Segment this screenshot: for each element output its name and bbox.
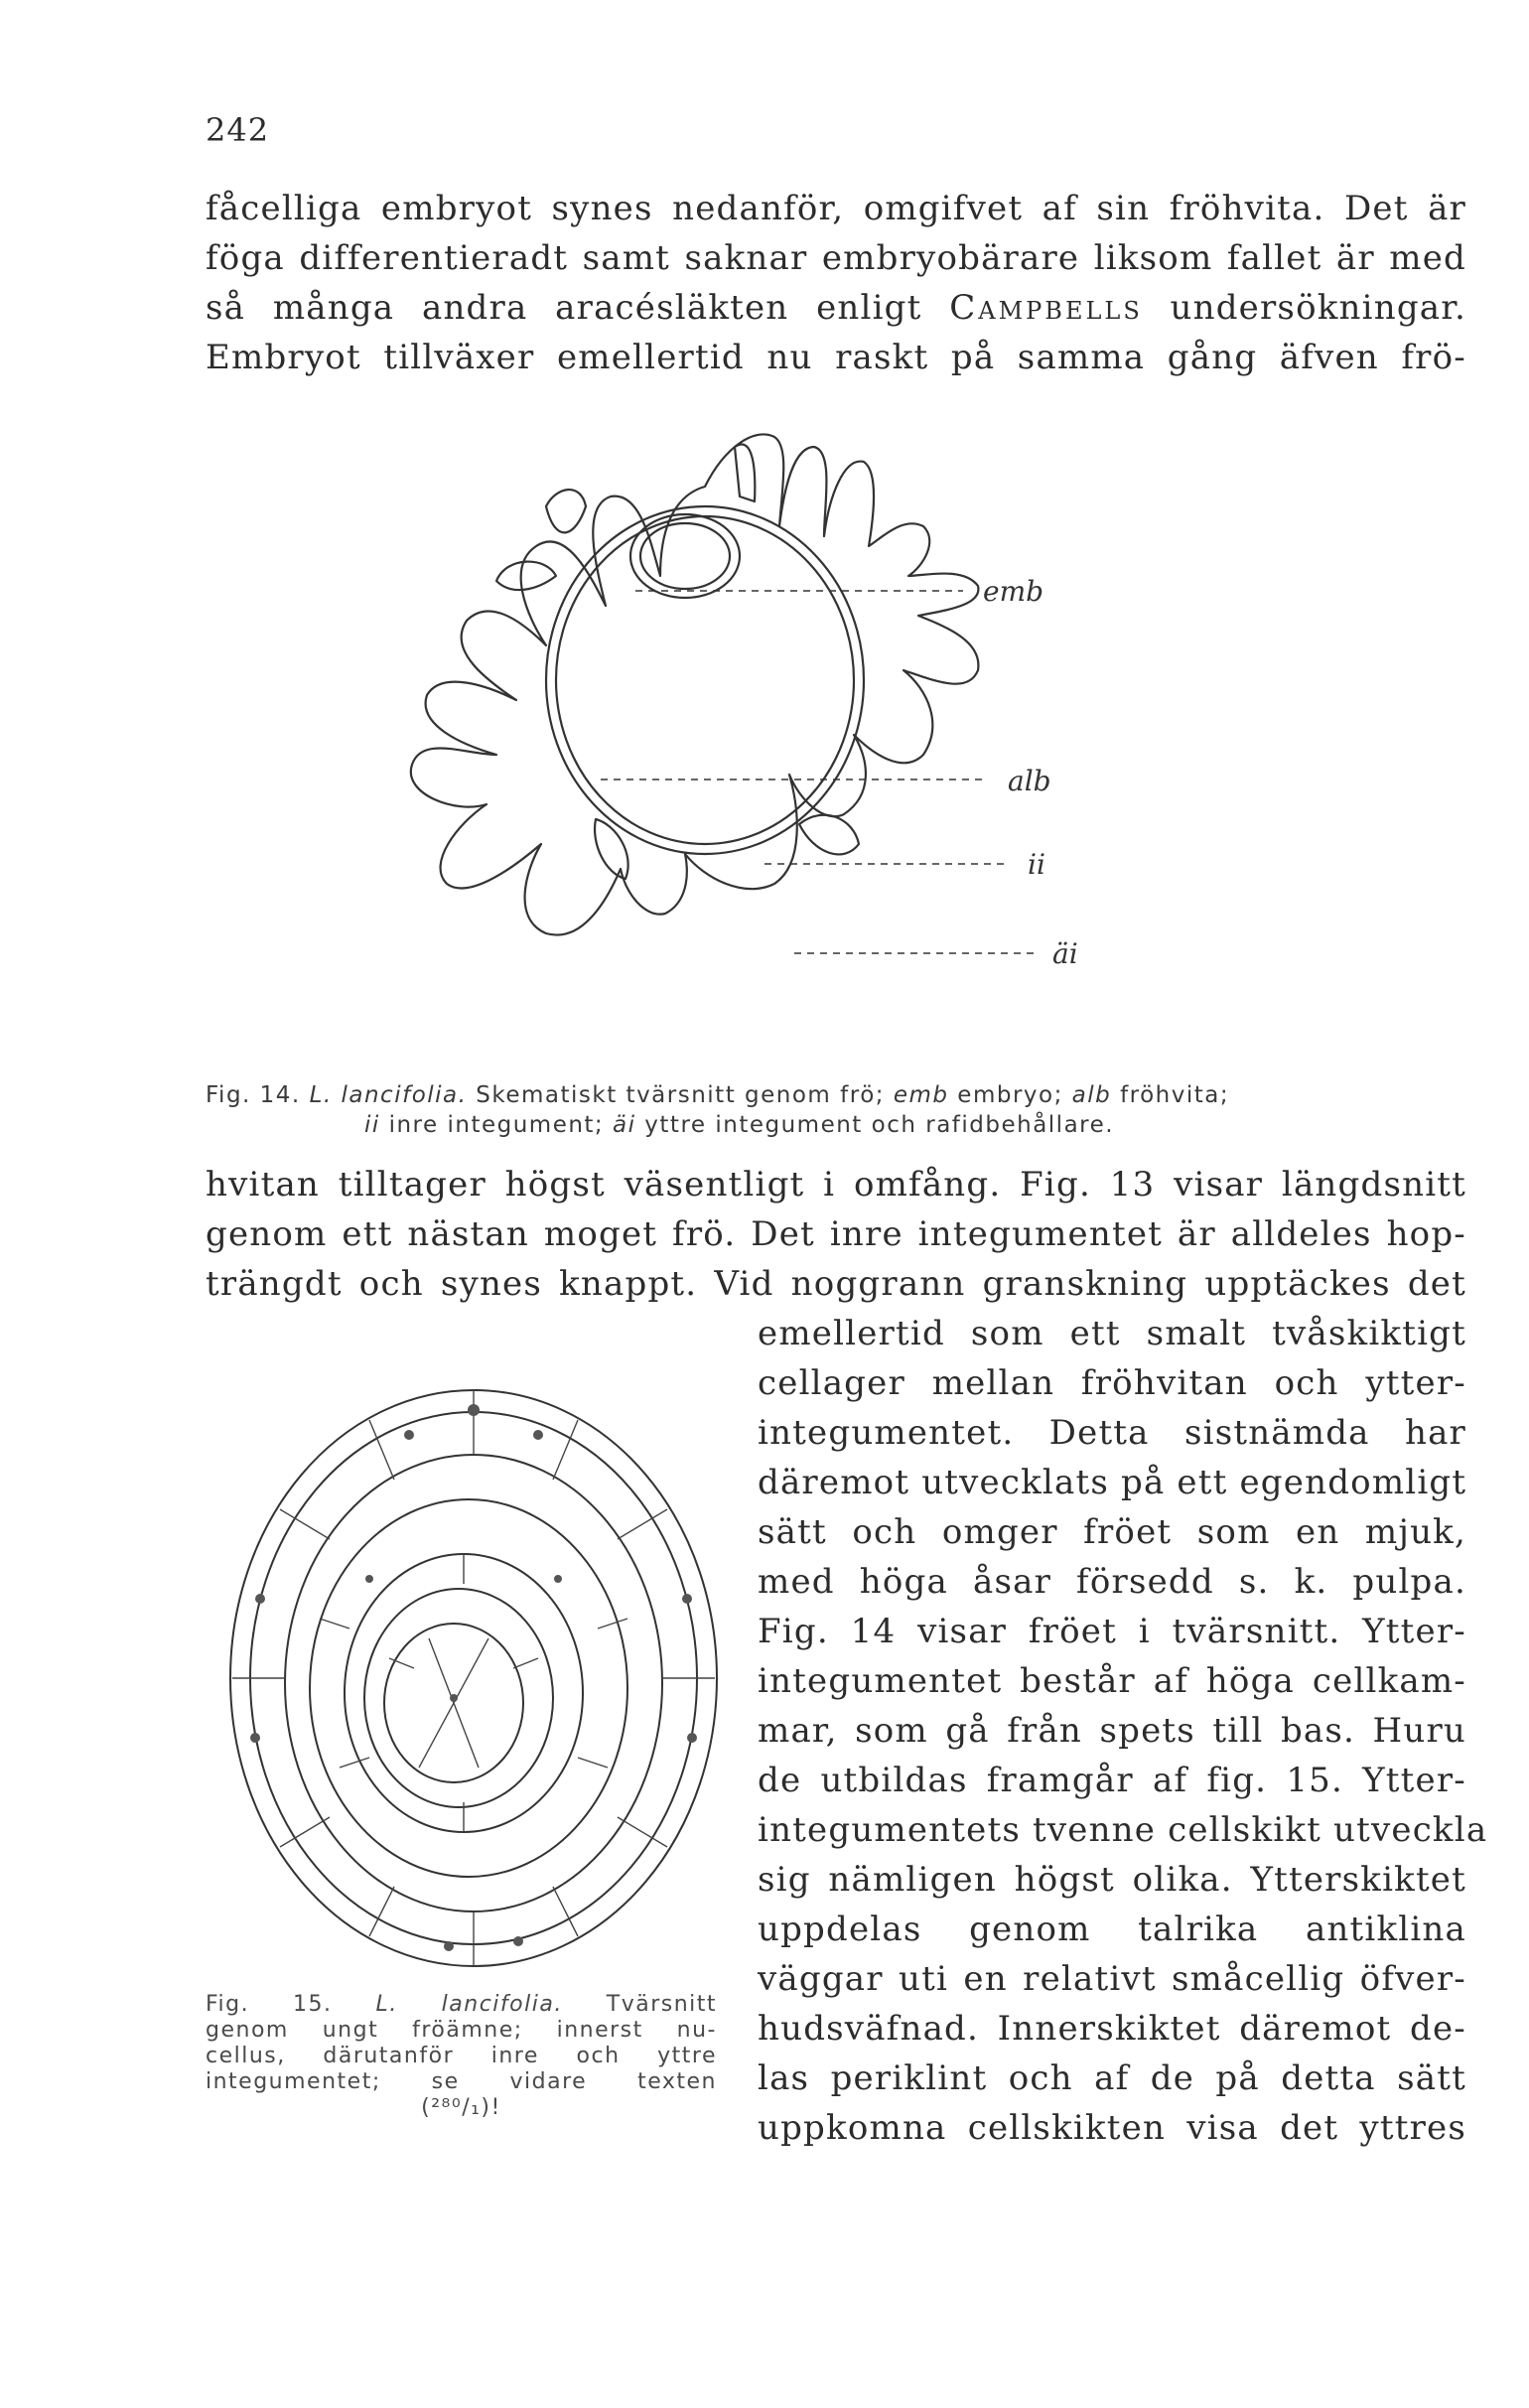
caption-line: integumentet; se vidare texten — [206, 2069, 717, 2094]
abbr: emb — [893, 1082, 949, 1108]
text-line: fåcelliga embryot synes nedanför, omgifvet af sin fröhvita. Det är — [206, 189, 1466, 228]
text-line: mar, som gå från spets till bas. Huru — [758, 1711, 1466, 1751]
text-line — [206, 283, 1466, 333]
paragraph-middle — [206, 1160, 1466, 1309]
text-line: de utbildas framgår af fig. 15. Ytter- — [758, 1761, 1466, 1800]
text-line: väggar uti en relativt småcellig öfver- — [758, 1959, 1466, 1999]
paragraph-top — [206, 184, 1466, 382]
figure-number: Fig. 15. — [206, 1992, 333, 2017]
abbr: äi — [613, 1112, 636, 1138]
caption-line — [206, 1110, 1466, 1140]
label-ii: ii — [1028, 848, 1045, 881]
text-fragment: så många andra aracésläkten enligt — [206, 288, 922, 328]
caption-text: yttre integument och rafidbehållare. — [644, 1112, 1115, 1138]
figure-14-seed-cross-section — [407, 427, 1301, 1082]
page-number: 242 — [206, 111, 270, 149]
inner-integument-outline — [556, 516, 854, 844]
text-line: uppkomna cellskikten visa det yttres — [758, 2108, 1466, 2148]
outer-integument-outline — [285, 1455, 662, 1912]
figure-number: Fig. 14. — [206, 1082, 301, 1108]
caption-text: embryo; — [957, 1082, 1063, 1108]
figure-14-caption — [206, 1080, 1466, 1140]
text-line: sätt och omger fröet som en mjuk, — [758, 1512, 1466, 1552]
text-line: uppdelas genom talrika antiklina — [758, 1910, 1466, 1949]
caption-text: fröhvita; — [1120, 1082, 1230, 1108]
text-fragment: undersökningar. — [1170, 288, 1466, 328]
author-name: Campbells — [949, 288, 1143, 328]
label-emb: emb — [983, 575, 1044, 608]
inner-integument-outline — [345, 1554, 583, 1832]
epidermis-outline — [230, 1390, 717, 1966]
figure-15-ovule-cross-section — [220, 1380, 727, 1976]
text-line: cellager mellan fröhvitan och ytter- — [758, 1363, 1466, 1403]
text-line: trängdt och synes knappt. Vid noggrann granskning upptäckes det — [206, 1264, 1466, 1304]
paragraph-right-column — [758, 1309, 1488, 2153]
text-line: hvitan tilltager högst väsentligt i omfång. Fig. 13 visar längdsnitt — [206, 1165, 1466, 1204]
abbr: ii — [364, 1112, 380, 1138]
caption-line: genom ungt fröämne; innerst nu- — [206, 2018, 717, 2043]
text-line: hudsväfnad. Innerskiktet däremot de- — [758, 2009, 1466, 2049]
text-line: Fig. 14 visar fröet i tvärsnitt. Ytter- — [758, 1612, 1466, 1651]
albumen-outline — [546, 506, 864, 854]
caption-line: cellus, därutanför inre och yttre — [206, 2044, 717, 2068]
caption-line — [206, 1992, 717, 2018]
text-line: integumentet. Detta sistnämda har — [758, 1413, 1466, 1453]
text-line: Embryot tillväxer emellertid nu raskt på samma gång äfven frö- — [206, 338, 1466, 377]
text-line: las periklint och af de på detta sätt — [758, 2058, 1466, 2098]
caption-text: Skematiskt tvärsnitt genom frö; — [476, 1082, 886, 1108]
text-line: däremot utvecklats på ett egendomligt — [758, 1463, 1467, 1502]
embryo-outline — [630, 514, 740, 598]
label-ai: äi — [1052, 937, 1078, 970]
text-line: integumentets tvenne cellskikt utveckla — [758, 1810, 1488, 1850]
caption-line — [206, 1080, 1466, 1110]
label-alb: alb — [1008, 765, 1051, 797]
species-name: L. lancifolia. — [309, 1082, 468, 1108]
caption-text: Tvärsnitt — [606, 1992, 718, 2017]
text-line: integumentet består af höga cellkam- — [758, 1661, 1466, 1701]
text-line: föga differentieradt samt saknar embryobärare liksom fallet är med — [206, 238, 1466, 278]
outer-integument-outline — [411, 434, 979, 934]
species-name: L. lancifolia. — [375, 1992, 563, 2017]
text-line: sig nämligen högst olika. Ytterskiktet — [758, 1860, 1466, 1900]
text-line: emellertid som ett smalt tvåskiktigt — [758, 1314, 1466, 1353]
abbr: alb — [1071, 1082, 1112, 1108]
figure-15-caption — [206, 1992, 717, 2121]
caption-text: inre integument; — [388, 1112, 605, 1138]
caption-line: (²⁸⁰/₁)! — [421, 2095, 501, 2120]
text-line: med höga åsar försedd s. k. pulpa. — [758, 1562, 1466, 1602]
text-line: genom ett nästan moget frö. Det inre integumentet är alldeles hop- — [206, 1214, 1466, 1254]
